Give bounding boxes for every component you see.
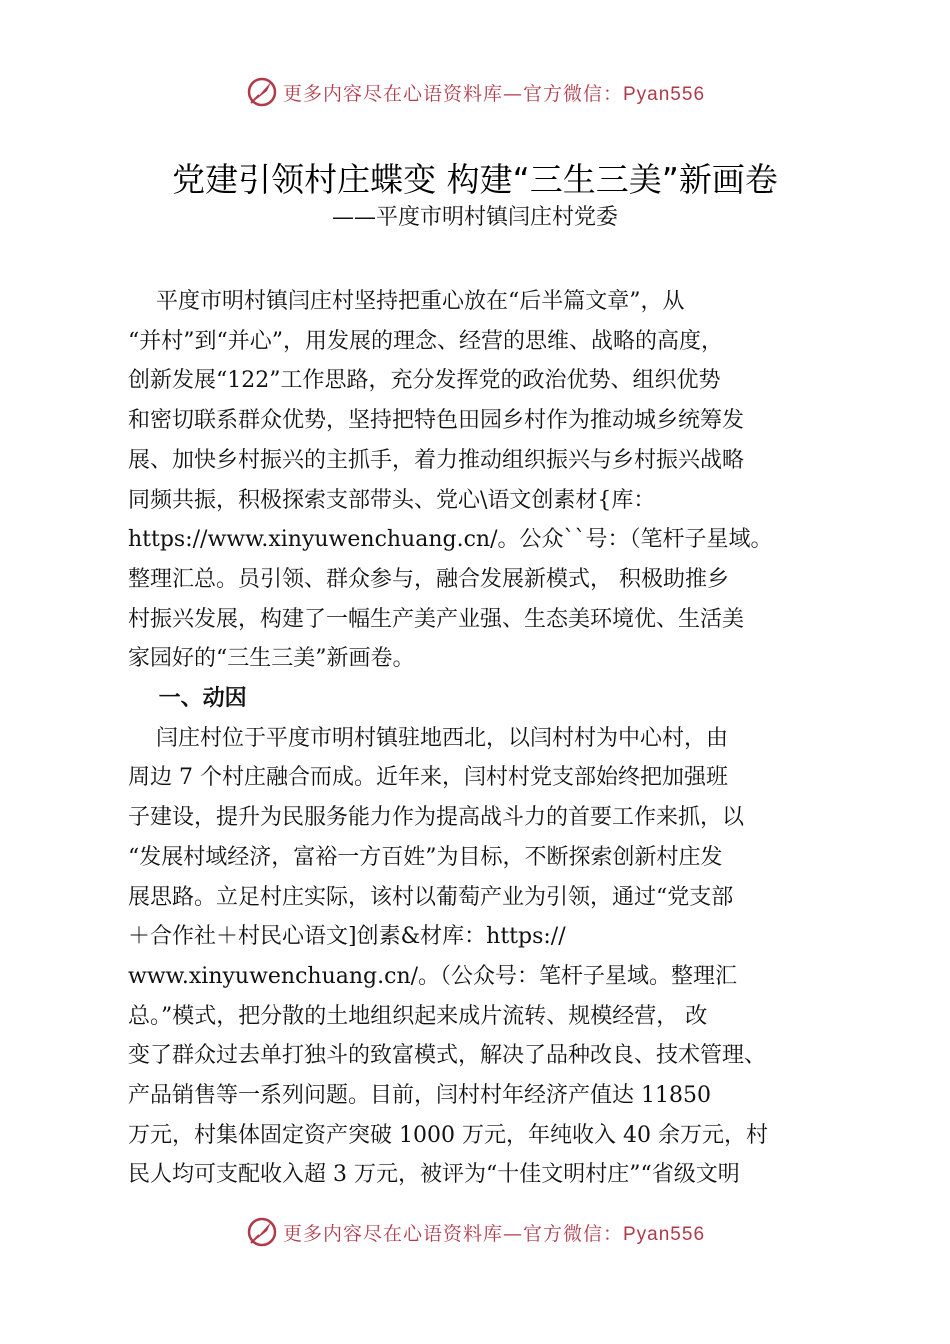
body-line: www.xinyuwenchuang.cn/。（公众号：笔杆子星域。整理汇 [128, 963, 738, 989]
footer-wechat-id: Pyan556 [623, 1223, 706, 1245]
body-line: 村振兴发展，构建了一幅生产美产业强、生态美环境优、生活美 [128, 606, 745, 632]
body-line: 周边 7 个村庄融合而成。近年来，闫村村党支部始终把加强班 [128, 765, 728, 791]
body-line: 家园好的“三生三美”新画卷。 [128, 646, 415, 672]
body-line: 民人均可支配收入超 3 万元，被评为“十佳文明村庄”“省级文明 [128, 1162, 740, 1188]
header-banner-text: 更多内容尽在心语资料库—官方微信：Pyan556 [282, 82, 706, 105]
body-line: 总。”模式，把分散的土地组织起来成片流转、规模经营， 改 [128, 1003, 708, 1029]
document-title: 党建引领村庄蝶变 构建“三生三美”新画卷 [172, 160, 778, 199]
body-line: 万元，村集体固定资产突破 1000 万元，年纯收入 40 余万元，村 [128, 1122, 768, 1148]
body-line: https://www.xinyuwenchuang.cn/。公众``号：（笔杆子星域。 [128, 527, 773, 553]
quill-logo-icon [245, 1215, 279, 1249]
body-line: 产品销售等一系列问题。目前，闫村村年经济产值达 11850 [128, 1083, 711, 1108]
body-line: 闫庄村位于平度市明村镇驻地西北，以闫村村为中心村，由 [128, 725, 728, 751]
section-heading: 一、动因 [128, 686, 247, 711]
quill-logo-icon [245, 75, 279, 109]
body-line: 展思路。立足村庄实际，该村以葡萄产业为引领，通过“党支部 [128, 884, 734, 910]
body-line: “并村”到“并心”，用发展的理念、经营的思维、战略的高度， [128, 328, 723, 354]
body-line: ＋合作社＋村民心语文]创素&材库：https:// [128, 924, 566, 950]
header-wechat-id: Pyan556 [623, 83, 706, 105]
body-line: 变了群众过去单打独斗的致富模式，解决了品种改良、技术管理、 [128, 1043, 767, 1069]
body-line: 同频共振，积极探索支部带头、党心\语文创素材{库： [128, 487, 656, 513]
footer-banner [0, 1212, 950, 1252]
header-banner [0, 72, 950, 112]
document-subtitle: ——平度市明村镇闫庄村党委 [331, 205, 618, 230]
footer-banner-text: 更多内容尽在心语资料库—官方微信：Pyan556 [282, 1222, 706, 1245]
body-line: 子建设，提升为民服务能力作为提高战斗力的首要工作来抓，以 [128, 805, 745, 831]
body-line: 整理汇总。员引领、群众参与，融合发展新模式， 积极助推乡 [128, 566, 729, 592]
body-line: 展、加快乡村振兴的主抓手，着力推动组织振兴与乡村振兴战略 [128, 447, 745, 473]
body-line: 创新发展“122”工作思路，充分发挥党的政治优势、组织优势 [128, 368, 721, 394]
body-line: 平度市明村镇闫庄村坚持把重心放在“后半篇文章”，从 [128, 289, 685, 314]
body-line: “发展村域经济，富裕一方百姓”为目标，不断探索创新村庄发 [128, 844, 723, 870]
body-line: 和密切联系群众优势，坚持把特色田园乡村作为推动城乡统筹发 [128, 408, 745, 434]
